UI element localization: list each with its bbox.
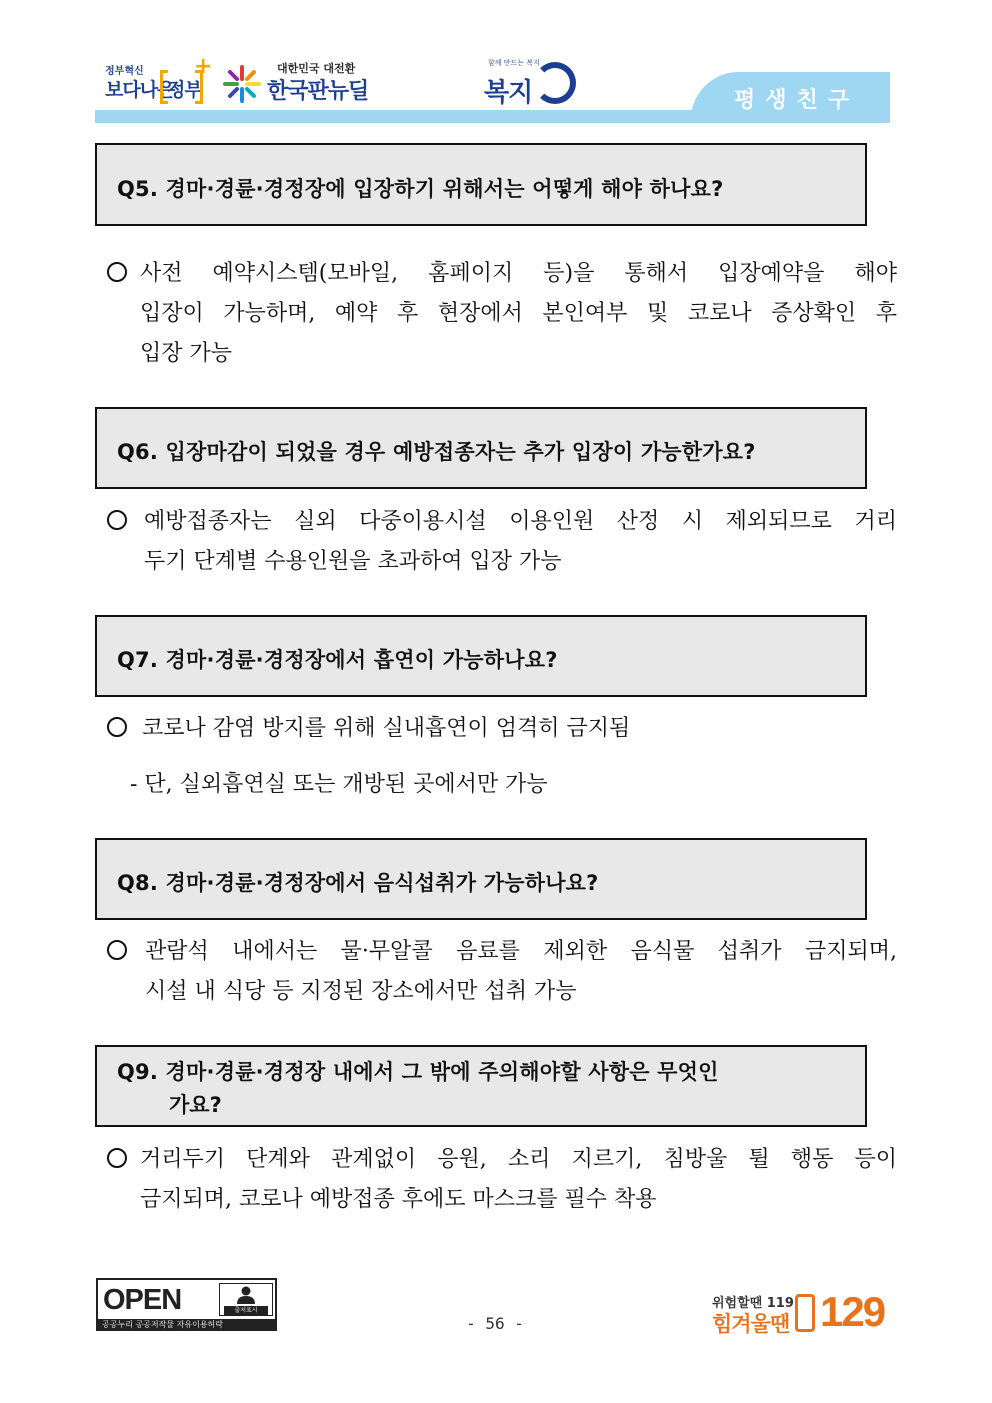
welfare-logo-small-text: 함께 만드는 복지 — [488, 59, 540, 67]
circle-bullet-icon — [107, 510, 127, 530]
circle-bullet-icon — [107, 717, 127, 737]
question-text: Q9. 경마·경륜·경정장 내에서 그 밖에 주의해야할 사항은 무엇인 — [117, 1060, 719, 1084]
hotline-line1: 위험할땐 119 — [712, 1296, 794, 1311]
answer-line: 사전 예약시스템(모바일, 홈페이지 등)을 통해서 입장예약을 해야 — [140, 261, 897, 286]
hotline-129-logo — [708, 1276, 900, 1338]
hotline-line2: 힘겨울땐 — [712, 1312, 790, 1336]
question-text-continued: 가요? — [169, 1093, 222, 1117]
answer-line: 예방접종자는 실외 다중이용시설 이용인원 산정 시 제외되므로 거리 — [144, 509, 897, 534]
circle-bullet-icon — [107, 262, 127, 282]
page-header — [0, 0, 992, 130]
welfare-logo-text: 복지 — [484, 78, 533, 108]
starburst-icon — [222, 64, 262, 104]
person-icon — [235, 1286, 257, 1304]
new-deal-small-text: 대한민국 대전환 — [277, 62, 356, 75]
question-text: Q6. 입장마감이 되었을 경우 예방접종자는 추가 입장이 가능한가요? — [117, 440, 756, 464]
gov-logo-text-left: 보다나은 — [105, 79, 175, 101]
circle-bullet-icon — [107, 940, 127, 960]
gov-innovation-logo — [103, 54, 213, 108]
answer-sub-line: - 단, 실외흡연실 또는 개방된 곳에서만 가능 — [130, 772, 548, 797]
korean-new-deal-logo — [222, 58, 372, 106]
circle-bullet-icon — [107, 1148, 127, 1168]
new-deal-text: 한국판뉴딜 — [267, 79, 369, 104]
gov-logo-small-text: 정부혁신 — [105, 66, 144, 77]
kogl-open-badge — [96, 1278, 277, 1331]
page-number: - 56 - — [466, 1314, 524, 1333]
answer-line: 금지되며, 코로나 예방접종 후에도 마스크를 필수 착용 — [140, 1187, 657, 1212]
question-text: Q7. 경마·경륜·경정장에서 흡연이 가능하나요? — [117, 648, 558, 672]
header-tab-label: 평생친구 — [734, 88, 860, 113]
answer-line: 관람석 내에서는 물·무알콜 음료를 제외한 음식물 섭취가 금지되며, — [145, 939, 897, 964]
open-badge-word: OPEN — [103, 1284, 182, 1316]
welfare-logo — [482, 56, 582, 108]
question-box-q6 — [95, 407, 867, 489]
question-box-q5 — [95, 143, 867, 226]
answer-line: 코로나 감염 방지를 위해 실내흡연이 엄격히 금지됨 — [142, 716, 631, 741]
question-text: Q8. 경마·경륜·경정장에서 음식섭취가 가능하나요? — [117, 871, 599, 895]
phone-icon — [795, 1294, 815, 1332]
answer-line: 입장 가능 — [140, 341, 233, 366]
attribution-label: 출처표시 — [224, 1306, 268, 1315]
answer-line: 입장이 가능하며, 예약 후 현장에서 본인여부 및 코로나 증상확인 후 — [140, 301, 897, 326]
open-badge-strip: 공공누리 공공저작물 자유이용허락 — [98, 1319, 275, 1331]
gov-logo-text-right: 정부 — [167, 79, 202, 101]
answer-line: 두기 단계별 수용인원을 초과하여 입장 가능 — [144, 549, 562, 574]
hotline-number: 129 — [820, 1288, 885, 1335]
plus-icon: + — [194, 54, 213, 79]
attribution-box — [219, 1283, 273, 1316]
answer-line: 거리두기 단계와 관계없이 응원, 소리 지르기, 침방울 튈 행동 등이 — [140, 1147, 897, 1172]
question-box-q9 — [95, 1045, 867, 1127]
question-box-q8 — [95, 838, 867, 920]
answer-line: 시설 내 식당 등 지정된 장소에서만 섭취 가능 — [145, 979, 577, 1004]
question-box-q7 — [95, 615, 867, 697]
ring-icon — [534, 62, 576, 104]
question-text: Q5. 경마·경륜·경정장에 입장하기 위해서는 어떻게 해야 하나요? — [117, 177, 724, 201]
